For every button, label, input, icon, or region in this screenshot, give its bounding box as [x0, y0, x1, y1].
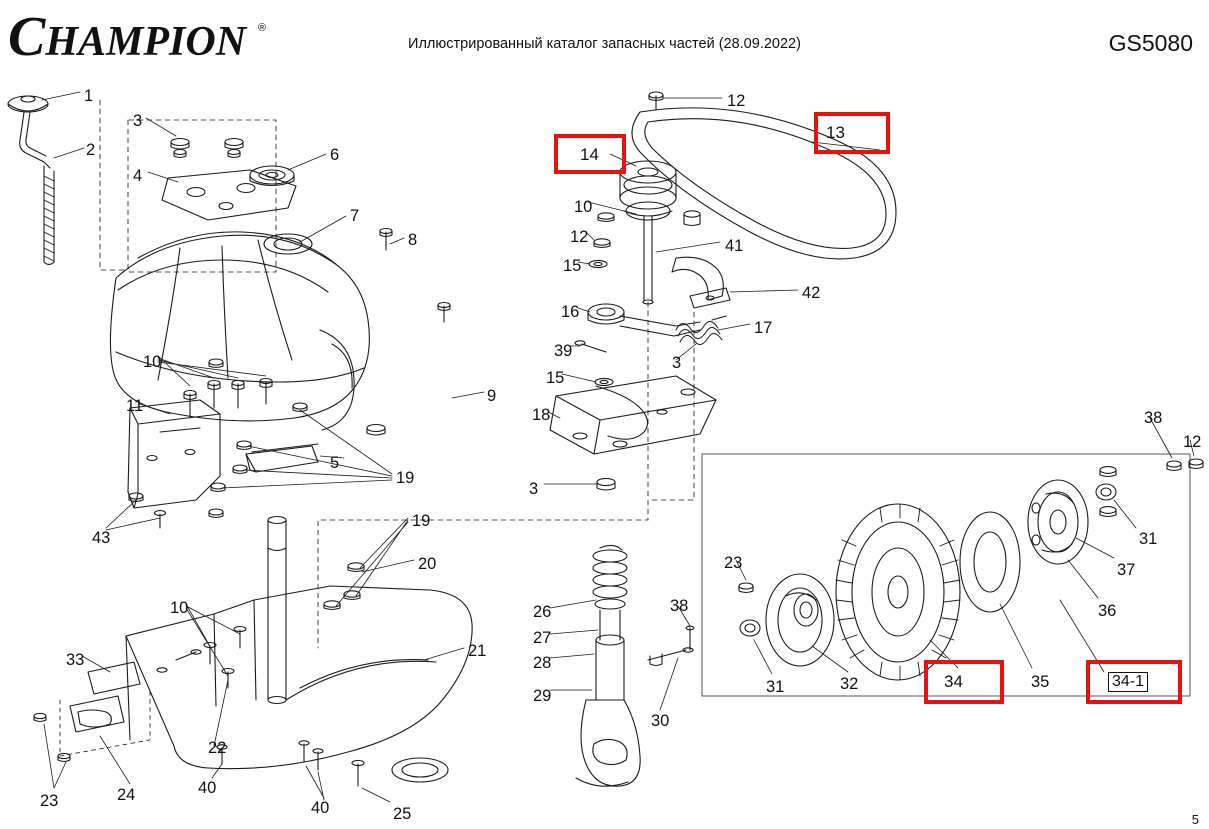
brand-logo-text: HAMPION [45, 19, 247, 65]
callout-number: 19 [396, 469, 415, 487]
callout-number: 3 [529, 480, 539, 498]
callout-number: 37 [1117, 561, 1136, 579]
callout-number: 2 [86, 141, 96, 159]
callout-number: 23 [724, 554, 743, 572]
callout-number: 38 [670, 597, 689, 615]
callout-number: 24 [117, 786, 136, 804]
callout-number: 23 [40, 792, 59, 810]
callout-number: 17 [754, 319, 773, 337]
callout-number: 42 [802, 284, 821, 302]
callout-number: 43 [92, 529, 111, 547]
callout-number: 29 [533, 687, 552, 705]
callout-number: 6 [330, 146, 340, 164]
callout-number: 7 [350, 207, 360, 225]
callout-number: 28 [533, 654, 552, 672]
callout-number: 31 [1139, 530, 1158, 548]
callout-number: 10 [574, 198, 593, 216]
callout-number: 26 [533, 603, 552, 621]
callout-number: 18 [532, 406, 551, 424]
callout-number: 22 [208, 739, 227, 757]
callout-number: 30 [651, 712, 670, 730]
callout-number: 20 [418, 555, 437, 573]
callout-number: 3 [133, 112, 143, 130]
callout-number: 40 [311, 799, 330, 817]
callout-number: 12 [727, 92, 746, 110]
callout-number: 15 [563, 257, 582, 275]
callout-number: 10 [170, 599, 189, 617]
registered-trademark-icon: ® [258, 22, 267, 34]
callout-number: 4 [133, 167, 143, 185]
brand-logo-initial: C [8, 6, 46, 68]
callout-number: 16 [561, 303, 580, 321]
callout-number: 31 [766, 678, 785, 696]
callout-number: 11 [126, 397, 144, 415]
callout-number: 8 [408, 231, 418, 249]
highlight-label-34-1: 34-1 [1108, 672, 1148, 692]
callout-number: 33 [66, 651, 85, 669]
callout-number: 1 [84, 87, 94, 105]
callout-number: 21 [468, 642, 487, 660]
catalog-title: Иллюстрированный каталог запасных частей (28.09.2022) [408, 36, 801, 52]
highlight-label-13: 13 [826, 123, 845, 142]
callout-number: 40 [198, 779, 217, 797]
callout-number: 39 [554, 342, 573, 360]
callout-number: 38 [1144, 409, 1163, 427]
callout-number: 15 [546, 369, 565, 387]
callout-number: 19 [412, 512, 431, 530]
callout-number: 41 [725, 237, 744, 255]
callout-number: 35 [1031, 673, 1050, 691]
callout-number: 25 [393, 805, 412, 823]
callout-number: 3 [672, 354, 682, 372]
callout-number: 9 [487, 387, 497, 405]
highlight-box-34[interactable] [924, 660, 1004, 704]
callout-number: 32 [840, 675, 859, 693]
callout-number: 27 [533, 629, 552, 647]
page-number: 5 [1191, 812, 1199, 827]
highlight-label-14: 14 [580, 145, 599, 164]
callout-number: 36 [1098, 602, 1117, 620]
model-code: GS5080 [1108, 30, 1193, 56]
callout-number: 12 [1183, 433, 1202, 451]
callout-number: 5 [330, 454, 340, 472]
callout-number: 12 [570, 228, 589, 246]
callout-number: 10 [143, 353, 162, 371]
highlight-label-34: 34 [944, 672, 963, 691]
